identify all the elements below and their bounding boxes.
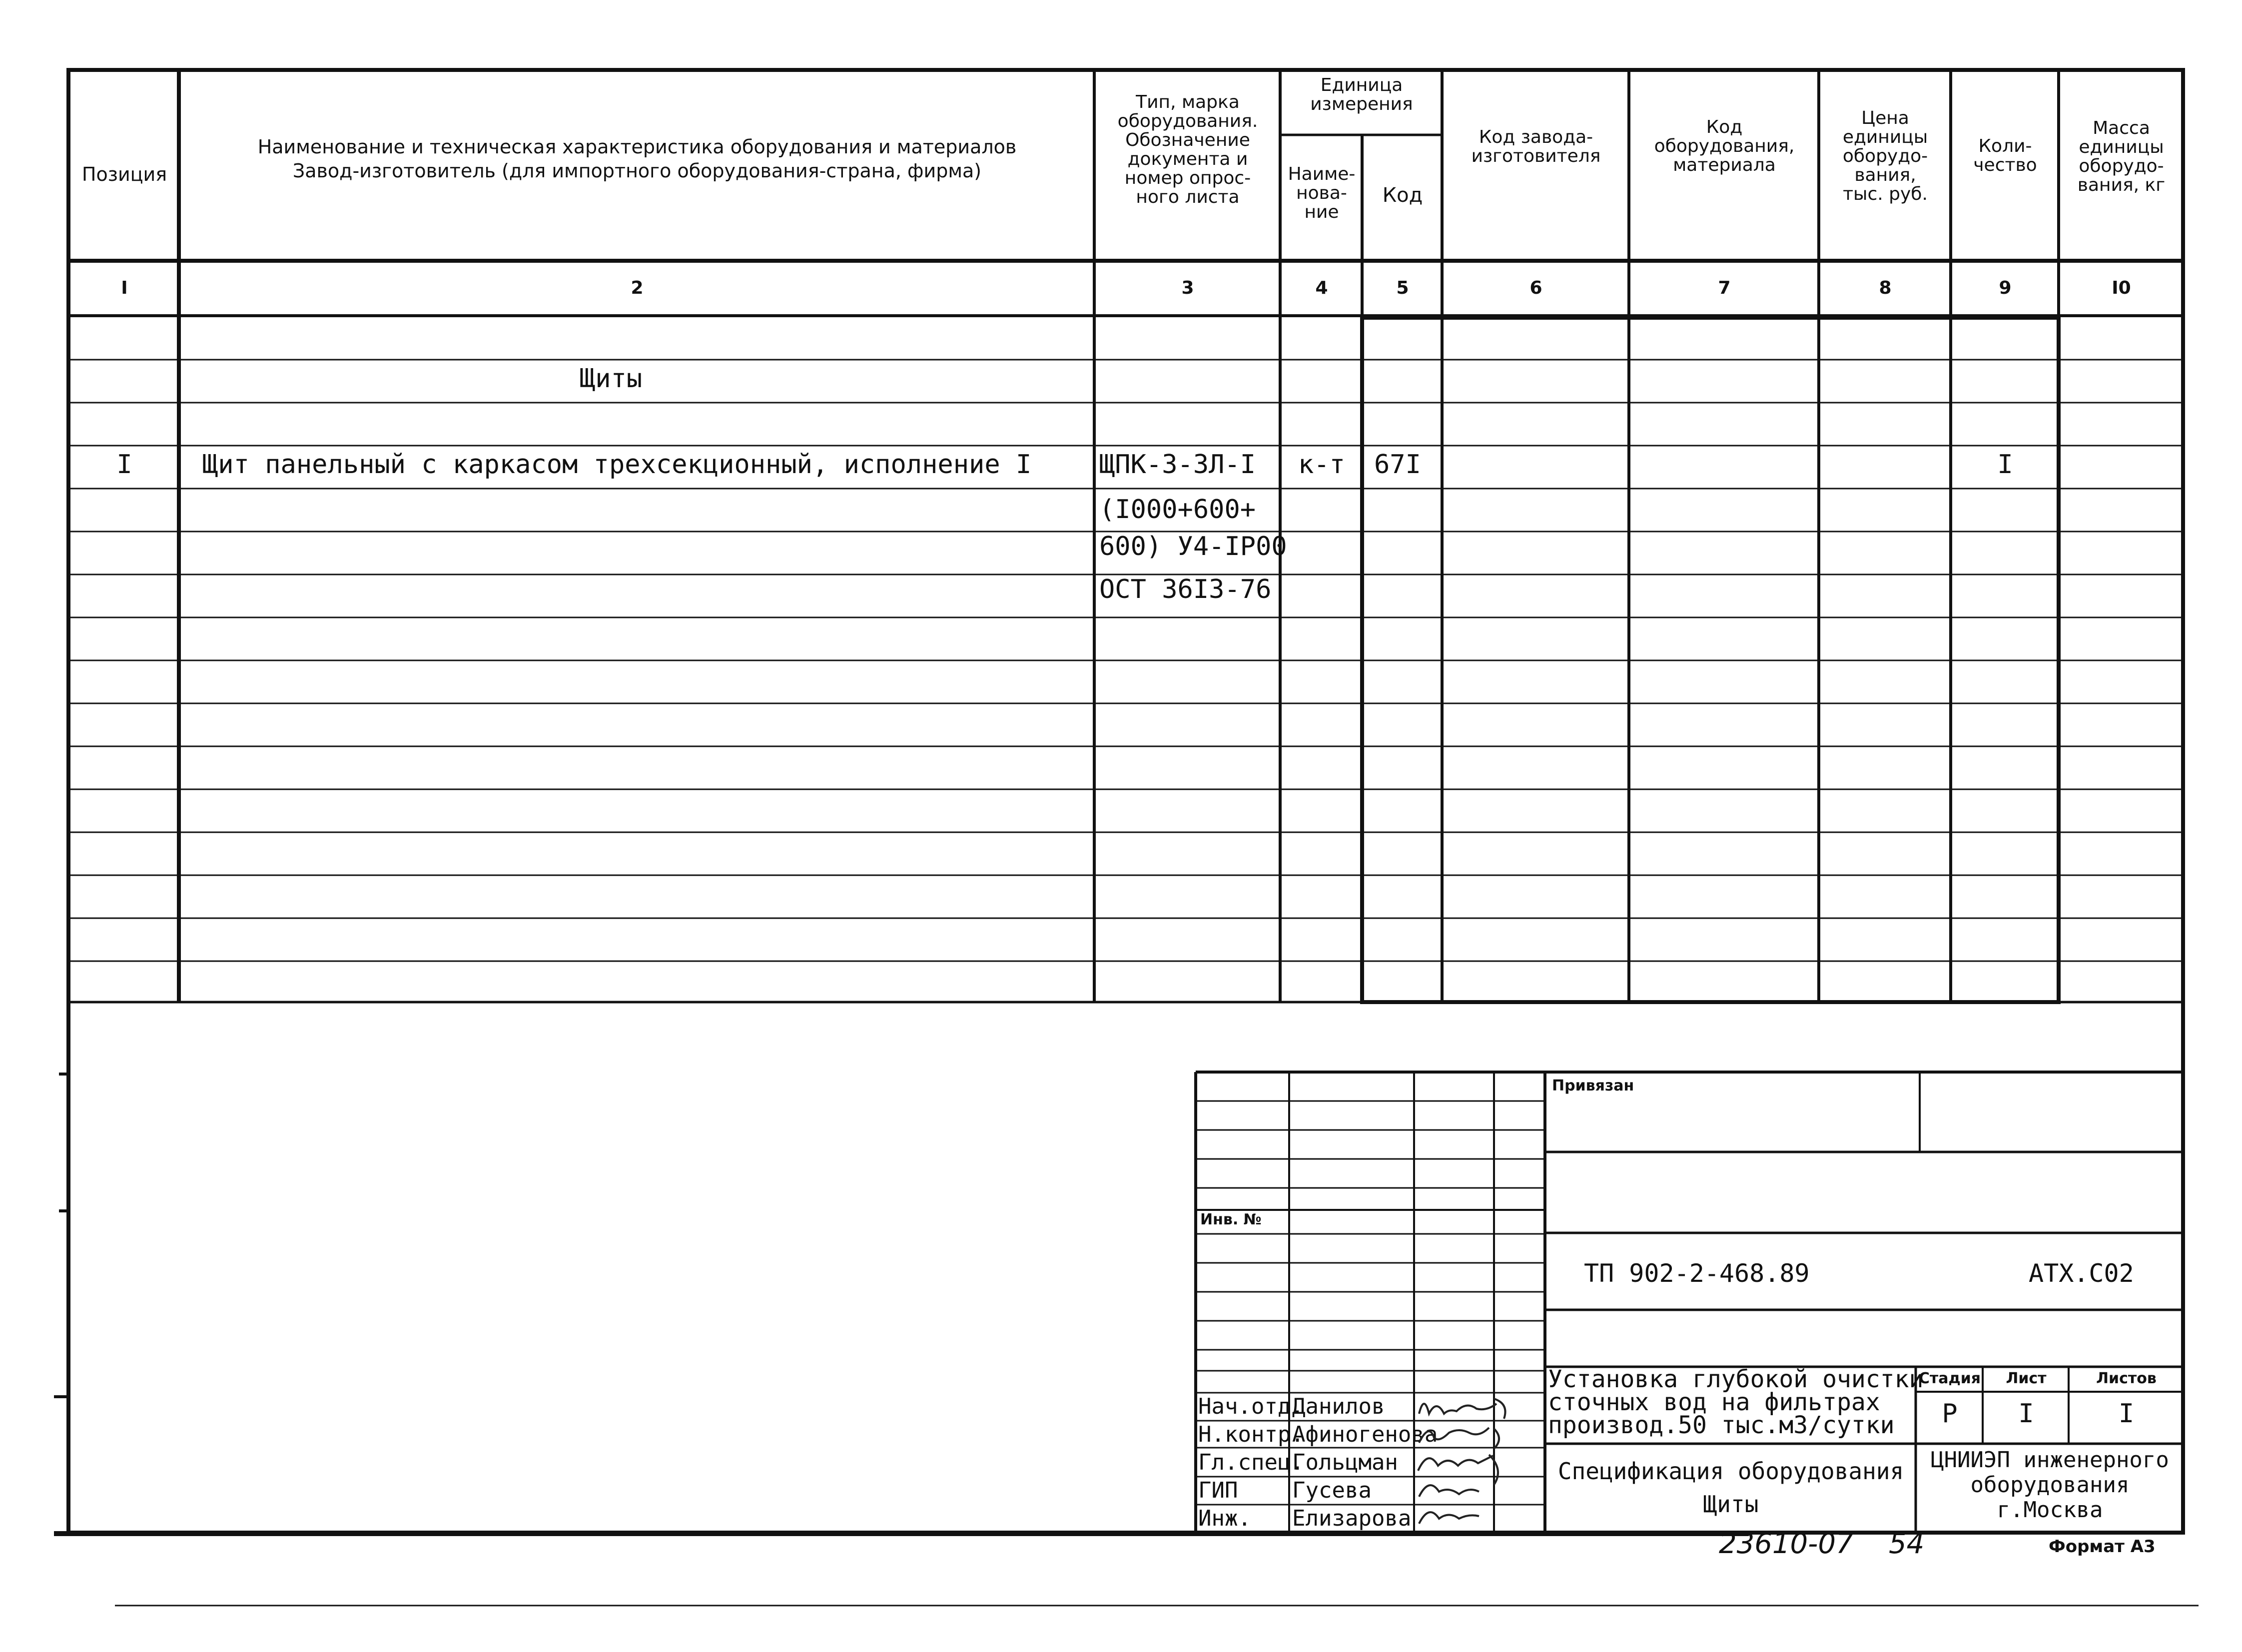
signature-role: ГИП	[1198, 1478, 1238, 1503]
sheet-title-line: Спецификация оборудования	[1557, 1458, 1904, 1485]
item-unit: к-т	[1298, 450, 1345, 480]
header-factory-line: изготовителя	[1471, 146, 1601, 166]
column-number: 8	[1879, 278, 1892, 298]
header-mass-line: вания, кг	[2077, 175, 2166, 195]
sheets-value: I	[2118, 1399, 2135, 1429]
organization-line: оборудования	[1970, 1472, 2130, 1498]
signature-name: Гольцман	[1292, 1450, 1398, 1475]
header-mass-line: единицы	[2079, 137, 2164, 157]
header-price-line: Цена	[1861, 108, 1909, 128]
header-type-line: Обозначение	[1125, 130, 1250, 150]
sheet-value: I	[2018, 1399, 2034, 1429]
header-position: Позиция	[81, 163, 167, 185]
signature-role: Н.контр.	[1198, 1422, 1304, 1447]
section-title: Щиты	[580, 364, 643, 394]
signature-role: Нач.отд.	[1198, 1394, 1304, 1419]
page-number: 54	[1889, 1528, 1925, 1560]
header-unit-name-line: нова-	[1296, 183, 1347, 203]
column-number: 5	[1396, 278, 1409, 298]
organization-line: г.Москва	[1997, 1497, 2103, 1523]
organization-line: ЦНИИЭП инженерного	[1931, 1447, 2169, 1473]
header-price-line: оборудо-	[1842, 146, 1928, 166]
header-equipment-line: оборудования,	[1654, 136, 1795, 156]
header-unit-name-line: Наиме-	[1288, 164, 1356, 184]
inv-no-label: Инв. №	[1200, 1211, 1262, 1228]
header-unit-line: Единица	[1320, 75, 1403, 95]
signature-name: Данилов	[1292, 1394, 1385, 1419]
header-price-line: тыс. руб.	[1843, 184, 1928, 204]
project-title-line: Установка глубокой очистки	[1548, 1365, 1924, 1393]
item-type-line: 600) У4-IР00	[1099, 532, 1287, 561]
header-quantity-line: чество	[1973, 155, 2037, 175]
item-type-line: (I000+600+	[1099, 495, 1256, 525]
header-quantity-line: Коли-	[1978, 136, 2032, 156]
column-number: I0	[2112, 278, 2131, 298]
doc-mark: АТХ.С02	[2029, 1259, 2134, 1288]
stage-value: Р	[1942, 1399, 1958, 1429]
header-mass-line: Масса	[2093, 118, 2150, 138]
header-price-line: единицы	[1842, 127, 1928, 147]
item-quantity: I	[1997, 450, 2013, 480]
header-type-line: оборудования.	[1117, 111, 1258, 131]
stamp-number: 23610-07	[1719, 1528, 1854, 1560]
header-unit-code: Код	[1382, 184, 1423, 207]
doc-code: ТП 902-2-468.89	[1584, 1259, 1810, 1288]
item-type-line: ОСТ 36I3-76	[1099, 574, 1272, 604]
sheet-title-line: Щиты	[1703, 1491, 1759, 1518]
column-number: 3	[1181, 278, 1194, 298]
stage-label: Стадия	[1918, 1370, 1981, 1387]
header-type-line: номер опрос-	[1124, 168, 1251, 188]
item-type-line: ЩПК-3-3Л-I	[1099, 450, 1256, 480]
header-equipment-line: материала	[1673, 155, 1776, 175]
signature-role: Инж.	[1198, 1506, 1251, 1531]
signature-role: Гл.спец.	[1198, 1450, 1304, 1475]
header-factory-line: Код завода-	[1479, 127, 1593, 147]
signature-name: Афиногенова	[1292, 1422, 1438, 1447]
header-price-line: вания,	[1854, 165, 1916, 185]
column-number: 9	[1999, 278, 2012, 298]
header-type-line: ного листа	[1136, 187, 1240, 207]
header-unit-line: измерения	[1310, 94, 1413, 114]
signature-name: Елизарова	[1292, 1506, 1412, 1531]
column-number: 4	[1315, 278, 1328, 298]
item-position: I	[116, 450, 132, 480]
header-unit-name-line: ние	[1304, 202, 1339, 222]
column-number: I	[121, 278, 128, 298]
project-title-line: производ.50 тыс.м3/сутки	[1548, 1411, 1895, 1439]
sheet-label: Лист	[2006, 1370, 2047, 1387]
project-title-line: сточных вод на фильтрах	[1548, 1388, 1880, 1416]
header-type-line: документа и	[1127, 149, 1248, 169]
sheets-label: Листов	[2096, 1370, 2157, 1387]
header-name-line2: Завод-изготовитель (для импортного оборудования-страна, фирма)	[292, 160, 982, 182]
item-name: Щит панельный с каркасом трехсекционный, исполнение I	[202, 450, 1032, 480]
privyazan-label: Привязан	[1552, 1077, 1634, 1095]
header-mass-line: оборудо-	[2079, 156, 2164, 176]
item-unit-code: 67I	[1374, 450, 1421, 480]
header-type-line: Тип, марка	[1136, 92, 1240, 112]
format-label: Формат А3	[2049, 1537, 2156, 1557]
header-name-line1: Наименование и техническая характеристика оборудования и материалов	[257, 136, 1017, 158]
header-equipment-line: Код	[1706, 117, 1743, 137]
column-number: 2	[631, 278, 644, 298]
column-number: 7	[1718, 278, 1731, 298]
signature-name: Гусева	[1292, 1478, 1372, 1503]
column-number: 6	[1529, 278, 1542, 298]
